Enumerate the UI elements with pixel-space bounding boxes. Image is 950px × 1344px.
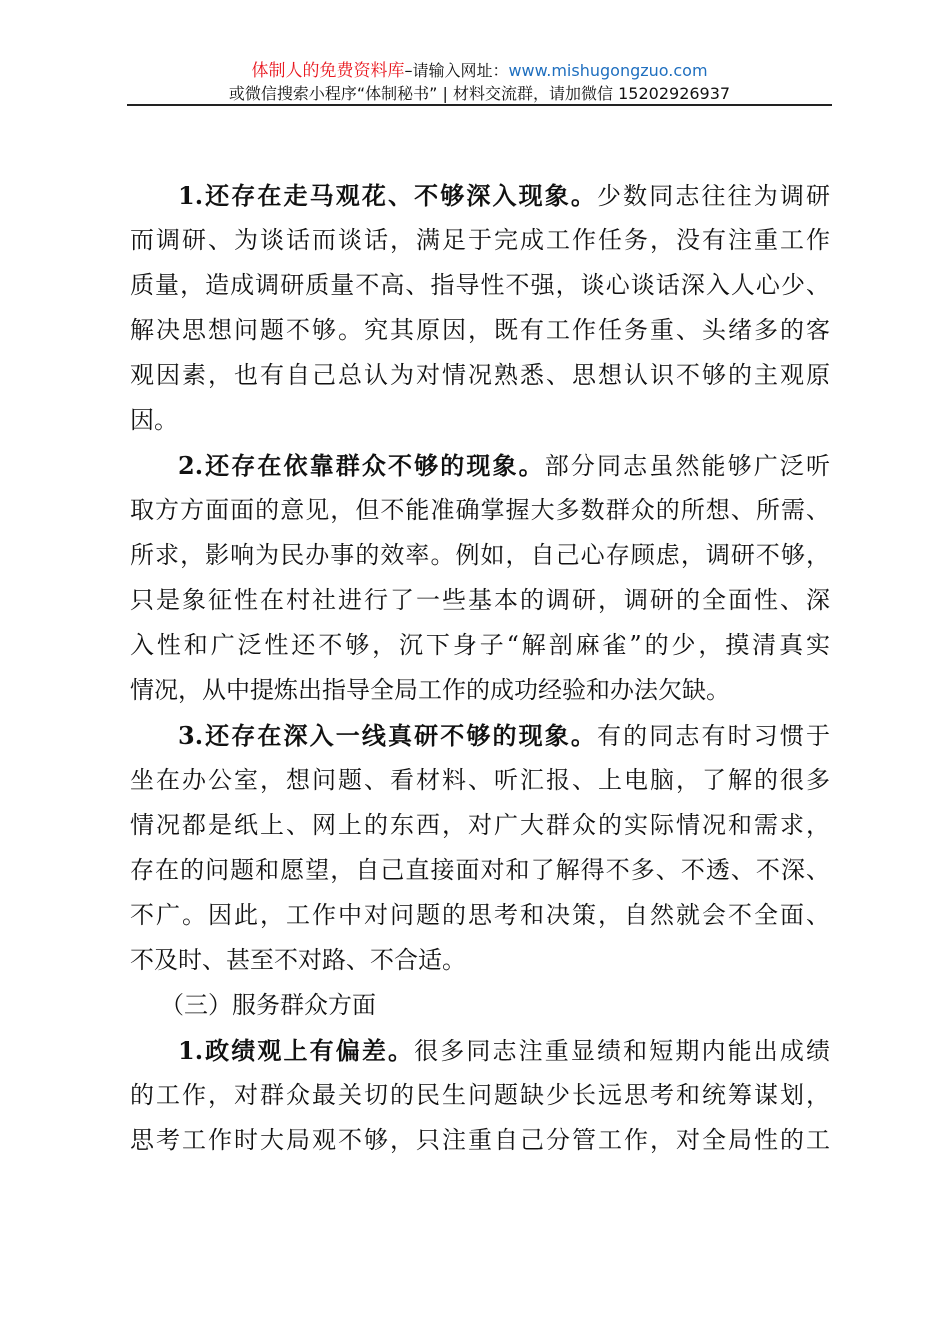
paragraph-line: 思考工作时大局观不够，只注重自己分管工作，对全局性的工	[130, 1126, 830, 1154]
paragraph-line: 存在的问题和愿望，自己直接面对和了解得不多、不透、不深、	[130, 856, 830, 884]
paragraph-text: 很多同志注重显绩和短期内能出成绩	[414, 1037, 830, 1065]
paragraph-first-line	[130, 713, 830, 758]
url-prompt: –请输入网址：	[404, 61, 509, 80]
paragraph-line: 解决思想问题不够。究其原因，既有工作任务重、头绪多的客	[130, 316, 830, 344]
paragraph-line: 因。	[130, 406, 178, 434]
paragraph-first-line	[130, 173, 830, 218]
watermark-header-line-2: 或微信搜索小程序“体制秘书” | 材料交流群，请加微信 15202926937	[228, 84, 731, 103]
section-heading: （三）服务群众方面	[160, 991, 376, 1019]
document-body	[130, 173, 830, 1163]
brand-text: 体制人的免费资料库	[251, 61, 405, 81]
paragraph-lead-heading: 1.还存在走马观花、不够深入现象。	[178, 181, 598, 210]
paragraph-line: 的工作，对群众最关切的民生问题缺少长远思考和统筹谋划，	[130, 1081, 830, 1109]
paragraph-line: 情况，从中提炼出指导全局工作的成功经验和办法欠缺。	[130, 676, 730, 704]
watermark-header-line-1	[127, 61, 832, 81]
paragraph-line: 质量，造成调研质量不高、指导性不强，谈心谈话深入人心少、	[130, 271, 830, 299]
paragraph-lead-heading: 3.还存在深入一线真研不够的现象。	[178, 721, 598, 750]
paragraph-text: 有的同志有时习惯于	[597, 722, 830, 750]
paragraph-line: 观因素，也有自己总认为对情况熟悉、思想认识不够的主观原	[130, 361, 830, 389]
paragraph-line: 情况都是纸上、网上的东西，对广大群众的实际情况和需求，	[130, 811, 830, 839]
paragraph-lead-heading: 1.政绩观上有偏差。	[178, 1036, 415, 1065]
paragraph-line: 所求，影响为民办事的效率。例如，自己心存顾虑，调研不够，	[130, 541, 830, 569]
paragraph-line: 取方方面面的意见，但不能准确掌握大多数群众的所想、所需、	[130, 496, 830, 524]
paragraph-text: 少数同志往往为调研	[597, 182, 830, 210]
paragraph-first-line	[130, 1028, 830, 1073]
paragraph-text: 部分同志虽然能够广泛听	[544, 452, 831, 480]
paragraph-line: 坐在办公室，想问题、看材料、听汇报、上电脑，了解的很多	[130, 766, 830, 794]
paragraph-line: 不及时、甚至不对路、不合适。	[130, 946, 466, 974]
paragraph-line: 入性和广泛性还不够，沉下身子“解剖麻雀”的少，摸清真实	[130, 631, 830, 659]
paragraph-lead-heading: 2.还存在依靠群众不够的现象。	[178, 451, 545, 480]
site-url-link[interactable]: www.mishugongzuo.com	[508, 61, 708, 80]
header-divider	[127, 104, 832, 106]
paragraph-line: 而调研、为谈话而谈话，满足于完成工作任务，没有注重工作	[130, 226, 830, 254]
paragraph-first-line	[130, 443, 830, 488]
paragraph-line: 只是象征性在村社进行了一些基本的调研，调研的全面性、深	[130, 586, 830, 614]
paragraph-line: 不广。因此，工作中对问题的思考和决策，自然就会不全面、	[130, 901, 830, 929]
